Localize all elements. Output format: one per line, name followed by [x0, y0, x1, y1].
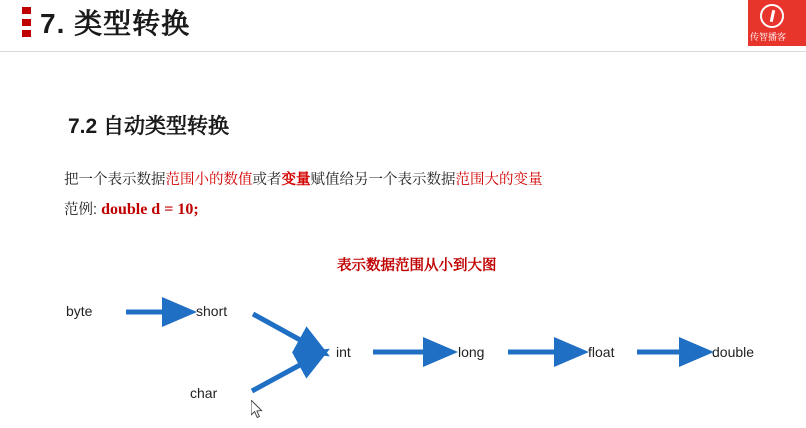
- rule-highlight-2: 变量: [281, 172, 311, 188]
- logo-text: 传智播客: [750, 32, 787, 42]
- rule-part-2: 或者: [252, 172, 282, 188]
- slide-header: [0, 0, 806, 52]
- diagram-node-int: int: [336, 344, 351, 360]
- rule-part-3: 赋值给另一个表示数据: [310, 172, 456, 188]
- mouse-pointer-icon: [251, 400, 263, 419]
- rule-highlight-3: 范围大的变量: [455, 172, 543, 188]
- diagram-caption: 表示数据范围从小到大图: [337, 258, 497, 274]
- example-label: 范例:: [64, 202, 98, 218]
- rule-sentence: [64, 168, 543, 189]
- logo-mark-icon: [760, 4, 784, 28]
- rule-highlight-1: 范围小的数值: [165, 172, 253, 188]
- diagram-node-short: short: [196, 303, 228, 319]
- rule-part-1: 把一个表示数据: [64, 172, 166, 188]
- arrow-char-to-int: [252, 353, 322, 391]
- arrow-short-to-int: [253, 314, 322, 352]
- header-divider: [0, 51, 806, 52]
- example-code: double d = 10;: [101, 201, 199, 218]
- diagram-node-char: char: [190, 385, 218, 401]
- square-bullet-icon: [22, 7, 31, 37]
- diagram-node-long: long: [458, 344, 485, 360]
- itcast-logo: [748, 0, 806, 46]
- diagram-node-double: double: [712, 344, 755, 360]
- section-title: 7.2 自动类型转换: [68, 115, 230, 138]
- page-title: 7. 类型转换: [40, 8, 191, 39]
- example-sentence: [64, 198, 199, 219]
- diagram-node-float: float: [588, 344, 615, 360]
- diagram-node-byte: byte: [66, 303, 93, 319]
